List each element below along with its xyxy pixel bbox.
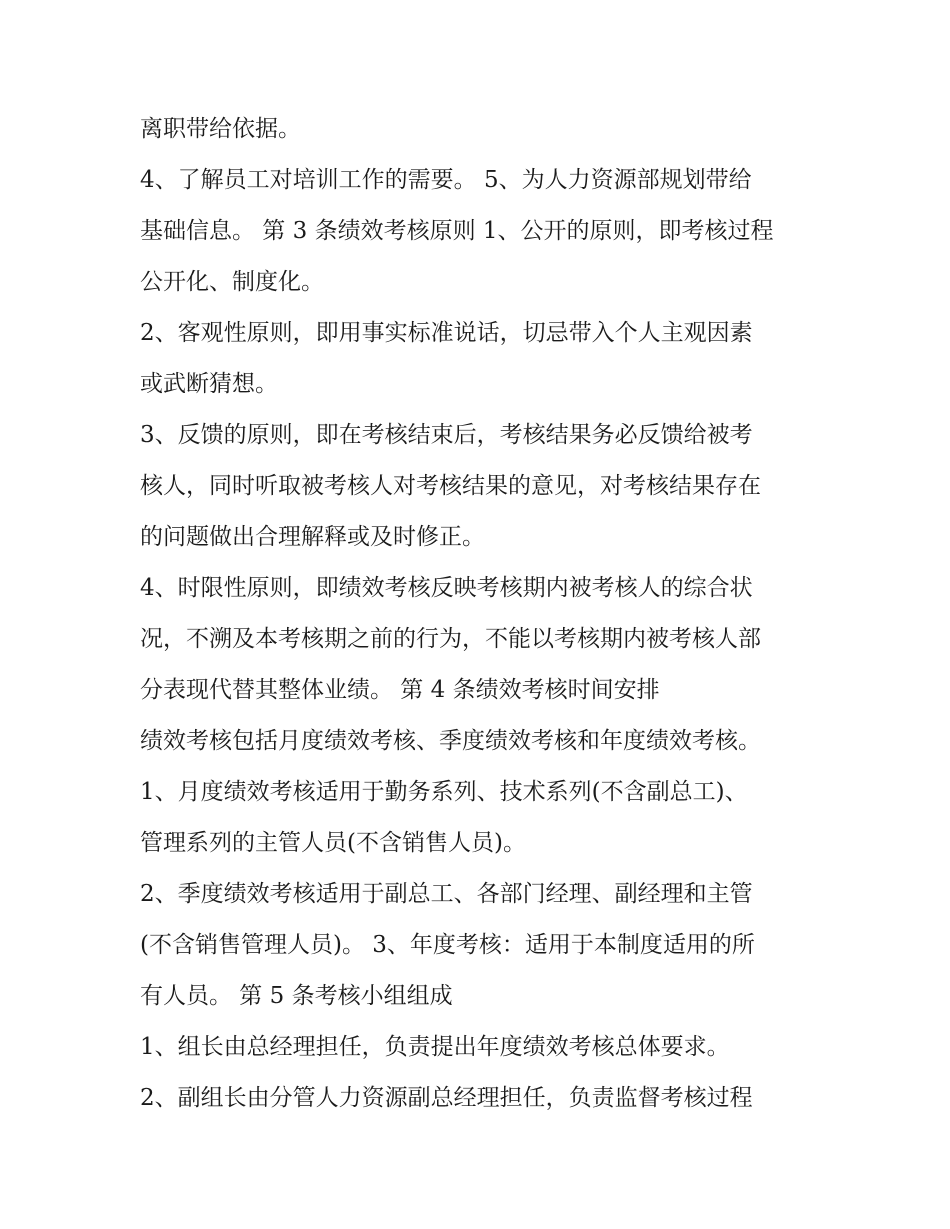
text-line: 2、副组长由分管人力资源副总经理担任，负责监督考核过程 bbox=[140, 1085, 753, 1111]
text-line: 分表现代替其整体业绩。 第 4 条绩效考核时间安排 bbox=[140, 677, 660, 703]
text-line: 的问题做出合理解释或及时修正。 bbox=[140, 524, 485, 550]
text-line: 管理系列的主管人员(不含销售人员)。 bbox=[140, 830, 526, 856]
text-line: 有人员。 第 5 条考核小组组成 bbox=[140, 983, 453, 1009]
text-line: 2、季度绩效考核适用于副总工、各部门经理、副经理和主管 bbox=[140, 881, 753, 907]
text-line: 离职带给依据。 bbox=[140, 116, 301, 142]
text-line: 2、客观性原则，即用事实标准说话，切忌带入个人主观因素 bbox=[140, 320, 753, 346]
text-line: 或武断猜想。 bbox=[140, 371, 278, 397]
text-line: (不含销售管理人员)。 3、年度考核：适用于本制度适用的所 bbox=[140, 932, 755, 958]
text-line: 1、月度绩效考核适用于勤务系列、技术系列(不含副总工)、 bbox=[140, 779, 748, 805]
text-line: 1、组长由总经理担任，负责提出年度绩效考核总体要求。 bbox=[140, 1034, 730, 1060]
text-line: 核人，同时听取被考核人对考核结果的意见，对考核结果存在 bbox=[140, 473, 761, 499]
text-line: 3、反馈的原则，即在考核结束后，考核结果务必反馈给被考 bbox=[140, 422, 753, 448]
document-body bbox=[140, 104, 830, 1124]
text-line: 4、时限性原则，即绩效考核反映考核期内被考核人的综合状 bbox=[140, 575, 753, 601]
text-line: 绩效考核包括月度绩效考核、季度绩效考核和年度绩效考核。 bbox=[140, 728, 761, 754]
text-line: 公开化、制度化。 bbox=[140, 269, 324, 295]
text-line: 基础信息。 第 3 条绩效考核原则 1、公开的原则，即考核过程 bbox=[140, 218, 774, 244]
text-line: 况，不溯及本考核期之前的行为，不能以考核期内被考核人部 bbox=[140, 626, 761, 652]
text-line: 4、了解员工对培训工作的需要。 5、为人力资源部规划带给 bbox=[140, 167, 752, 193]
